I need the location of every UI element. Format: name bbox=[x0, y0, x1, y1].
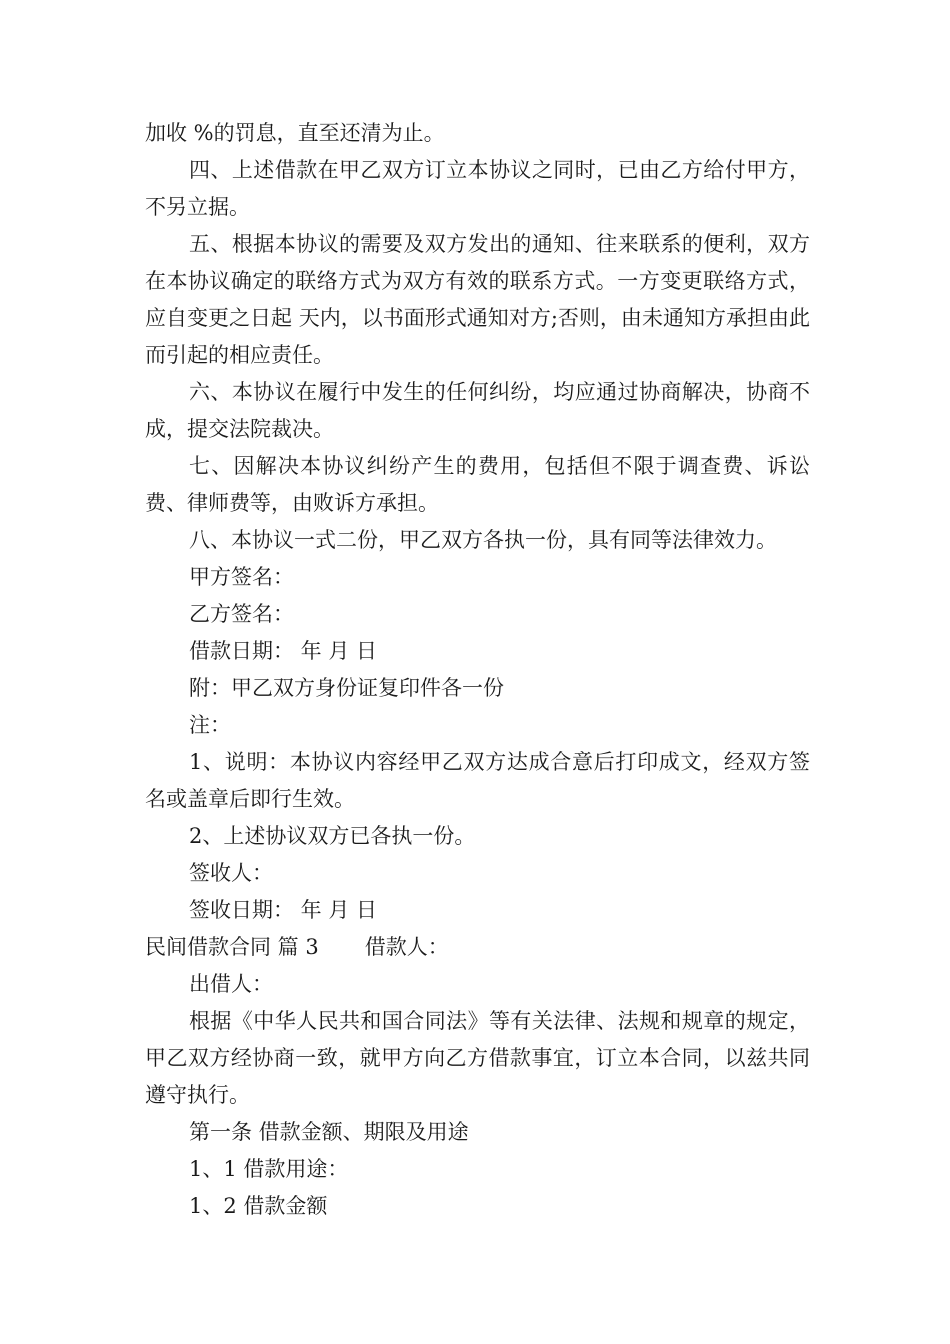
paragraph: 出借人： bbox=[189, 972, 273, 996]
paragraph: 第一条 借款金额、期限及用途 bbox=[189, 1120, 469, 1144]
paragraph: 乙方签名： bbox=[189, 602, 294, 626]
paragraph: 借款日期： 年 月 日 bbox=[189, 639, 378, 663]
paragraph: 1、1 借款用途： bbox=[189, 1157, 349, 1181]
paragraph: 注： bbox=[189, 713, 231, 737]
paragraph: 六、本协议在履行中发生的任何纠纷，均应通过协商解决，协商不成，提交法院裁决。 bbox=[145, 380, 810, 441]
document-page bbox=[145, 115, 810, 1225]
paragraph-group-after bbox=[145, 966, 810, 1225]
paragraph: 五、根据本协议的需要及双方发出的通知、往来联系的便利，双方在本协议确定的联络方式为双方有效的联系方式。一方变更联络方式，应自变更之日起 天内，以书面形式通知对方;否则，由未通知方承担由此而引起的相应责任。 bbox=[145, 232, 810, 367]
paragraph: 加收 %的罚息，直至还清为止。 bbox=[145, 121, 445, 145]
borrower-label: 借款人： bbox=[364, 935, 449, 959]
paragraph: 八、本协议一式二份，甲乙双方各执一份，具有同等法律效力。 bbox=[189, 528, 777, 552]
paragraph: 1、说明：本协议内容经甲乙双方达成合意后打印成文，经双方签名或盖章后即行生效。 bbox=[145, 750, 810, 811]
paragraph: 根据《中华人民共和国合同法》等有关法律、法规和规章的规定，甲乙双方经协商一致，就甲方向乙方借款事宜，订立本合同，以兹共同遵守执行。 bbox=[145, 1009, 810, 1107]
paragraph: 签收日期： 年 月 日 bbox=[189, 898, 378, 922]
paragraph: 2、上述协议双方已各执一份。 bbox=[189, 824, 476, 848]
paragraph: 1、2 借款金额 bbox=[189, 1194, 328, 1218]
section-title: 民间借款合同 篇 3 bbox=[145, 935, 319, 959]
paragraph: 甲方签名： bbox=[189, 565, 294, 589]
paragraph-group-before bbox=[145, 115, 810, 929]
paragraph: 四、上述借款在甲乙双方订立本协议之同时，已由乙方给付甲方，不另立据。 bbox=[145, 158, 810, 219]
section-heading bbox=[145, 929, 810, 966]
paragraph: 七、因解决本协议纠纷产生的费用，包括但不限于调查费、诉讼费、律师费等，由败诉方承担。 bbox=[145, 454, 810, 515]
paragraph: 附：甲乙双方身份证复印件各一份 bbox=[189, 676, 504, 700]
paragraph: 签收人： bbox=[189, 861, 273, 885]
